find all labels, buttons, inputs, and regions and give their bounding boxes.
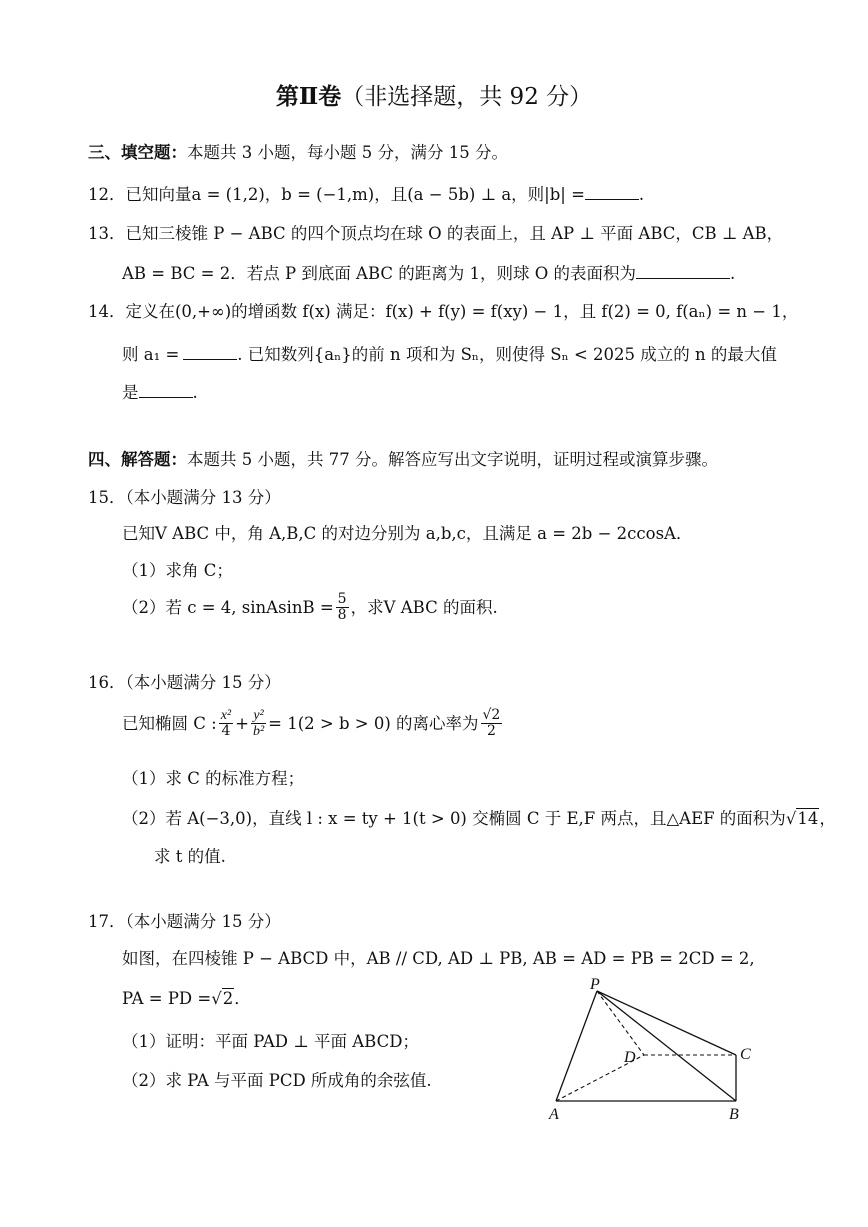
q14-answer-blank-1[interactable]: [183, 343, 237, 360]
q16-e-num: √2: [482, 707, 501, 723]
edge-PA: [556, 991, 597, 1101]
section3-desc: 本题共 3 小题，每小题 5 分，满分 15 分。: [187, 143, 508, 162]
question-12: [88, 183, 644, 206]
q14-answer-blank-2[interactable]: [139, 381, 193, 398]
q17-sqrt-arg: 2: [222, 989, 234, 1008]
q17-line1: 如图，在四棱锥 P − ABCD 中，AB // CD, AD ⊥ PB, AB = AD = PB = 2CD = 2,: [122, 949, 755, 968]
q14-number: 14．: [88, 302, 126, 321]
q15-part2-b: ，求V ABC 的面积.: [350, 597, 498, 617]
q13-line1: 已知三棱锥 P − ABC 的四个顶点均在球 O 的表面上，且 AP ⊥ 平面 ABC，CB ⊥ AB，: [125, 224, 784, 243]
q14-line3b: .: [192, 383, 198, 402]
q14-line1: 定义在(0,+∞)的增函数 f(x) 满足：f(x) + f(y) = f(xy) − 1，且 f(2) = 0, f(aₙ) = n − 1，: [125, 302, 799, 321]
q16-number: 16．: [88, 673, 126, 692]
q14-line2a: 则 a₁ =: [122, 345, 180, 364]
q16-x-den: 4: [221, 723, 231, 739]
q16-stem-b: = 1(2 > b > 0) 的离心率为: [268, 713, 479, 733]
vertex-label-P: P: [590, 976, 600, 993]
q15-frac-den: 8: [337, 607, 347, 623]
q16-part2-c: 求 t 的值.: [154, 847, 226, 866]
q14-line3a: 是: [122, 383, 139, 402]
question-14-line1: [88, 301, 798, 323]
q16-e-den: 2: [486, 723, 496, 739]
q12-number: 12．: [88, 185, 126, 204]
q17-number: 17．: [88, 912, 126, 931]
q17-line2-b: ．: [234, 989, 251, 1008]
q13-number: 13．: [88, 224, 126, 243]
title-sub: （非选择题，共 92 分）: [341, 84, 593, 110]
q15-part2-a: （2）若 c = 4, sinAsinB =: [122, 597, 334, 617]
vertex-label-A: A: [549, 1106, 559, 1123]
q12-answer-blank[interactable]: [585, 183, 639, 200]
q15-number: 15．: [88, 488, 126, 507]
question-14-line2: [122, 343, 777, 366]
q12-text: 已知向量a = (1,2)，b = (−1,m)，且(a − 5b) ⊥ a，则|b| =: [125, 185, 585, 204]
question-17-header: [88, 911, 281, 933]
q17-sqrt-sign: √: [211, 989, 222, 1008]
q13-end: .: [730, 264, 736, 283]
q15-score: （本小题满分 13 分）: [125, 488, 281, 507]
section3-heading: 三、填空题：: [88, 143, 187, 162]
q16-stem: [122, 708, 504, 739]
q17-part1: （1）证明：平面 PAD ⊥ 平面 ABCD；: [122, 1032, 419, 1051]
q14-line2b: . 已知数列{aₙ}的前 n 项和为 Sₙ，则使得 Sₙ < 2025 成立的 n 的最大值: [237, 345, 777, 364]
q15-stem: 已知V ABC 中，角 A,B,C 的对边分别为 a,b,c，且满足 a = 2b − 2ccosA．: [122, 524, 693, 543]
section3-header: [88, 142, 508, 164]
q16-x-num: x²: [220, 708, 232, 723]
question-13-line1: [88, 223, 783, 245]
q15-part2: [122, 592, 498, 623]
q16-part2-line1: [122, 808, 836, 830]
pyramid-figure: [540, 975, 780, 1125]
q16-score: （本小题满分 15 分）: [125, 673, 281, 692]
q15-part1: （1）求角 C；: [122, 561, 233, 580]
q16-stem-a: 已知椭圆 C :: [122, 713, 217, 733]
q16-sqrt-sign: √: [785, 809, 797, 828]
page-title: [0, 78, 868, 111]
q16-part2-b: ，: [819, 809, 836, 828]
q13-line2: AB = BC = 2．若点 P 到底面 ABC 的距离为 1，则球 O 的表面积为: [122, 264, 637, 283]
question-15-header: [88, 487, 281, 509]
q16-frac-x: [219, 708, 233, 739]
title-main: 第Ⅱ卷: [275, 83, 342, 110]
q16-y-den: b²: [252, 724, 265, 739]
q16-y-num: y²: [253, 708, 264, 723]
question-16-header: [88, 672, 281, 694]
q15-frac-num: 5: [337, 591, 347, 607]
q16-plus: +: [235, 713, 249, 733]
q13-answer-blank[interactable]: [636, 262, 730, 279]
q16-frac-y: [251, 708, 266, 739]
section4-desc: 本题共 5 小题，共 77 分。解答应写出文字说明，证明过程或演算步骤。: [187, 450, 718, 469]
q17-score: （本小题满分 15 分）: [125, 912, 281, 931]
q16-part2-a: （2）若 A(−3,0)，直线 l : x = ty + 1(t > 0) 交椭圆 C 于 E,F 两点，且△AEF 的面积为: [122, 809, 786, 828]
question-13-line2: [122, 262, 735, 285]
q12-end: .: [638, 185, 645, 204]
q16-part1: （1）求 C 的标准方程；: [122, 769, 305, 788]
section4-header: [88, 449, 718, 471]
q16-frac-e: [481, 708, 503, 739]
q17-line2-a: PA = PD =: [122, 989, 212, 1008]
vertex-label-B: B: [729, 1106, 739, 1123]
q15-fraction: [336, 592, 349, 623]
q17-line2: [122, 988, 251, 1010]
q17-part2: （2）求 PA 与平面 PCD 所成角的余弦值.: [122, 1071, 432, 1090]
q16-sqrt-arg: 14: [797, 809, 819, 828]
vertex-label-C: C: [740, 1046, 751, 1063]
section4-heading: 四、解答题：: [88, 450, 187, 469]
question-14-line3: [122, 381, 198, 404]
vertex-label-D: D: [624, 1049, 636, 1066]
